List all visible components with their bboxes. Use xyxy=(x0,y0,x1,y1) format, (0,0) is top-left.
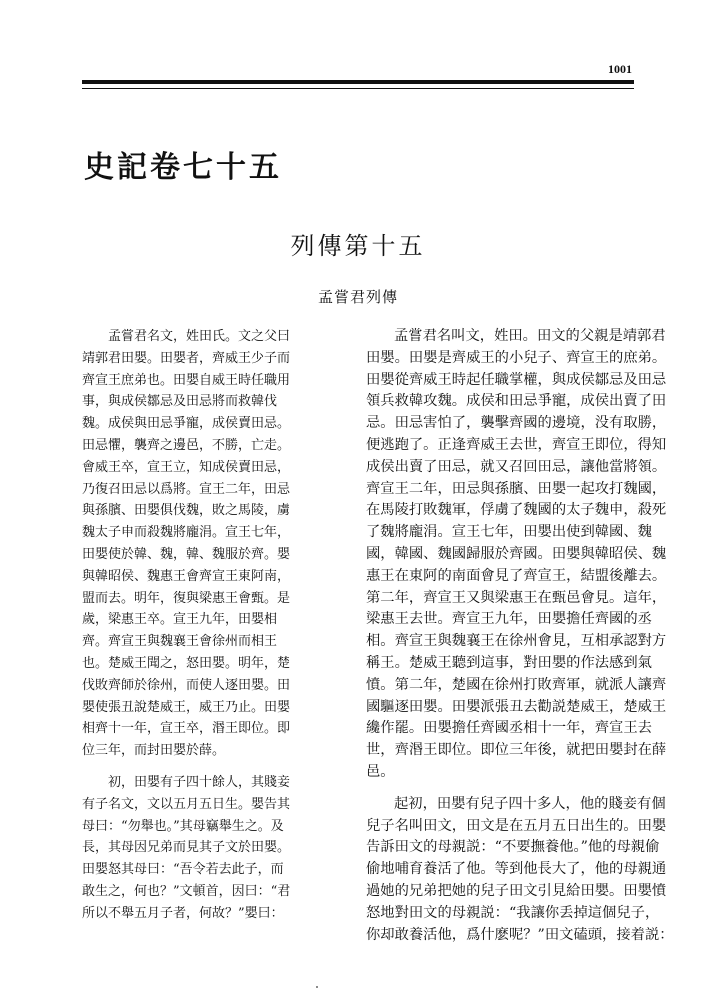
page-number: 1001 xyxy=(608,62,632,76)
classical-text-line: 靖郭君田嬰。田嬰者，齊威王少子而 xyxy=(82,350,291,366)
modern-translation-line: 田嬰從齊威王時起任職掌權，與成侯鄒忌及田忌 xyxy=(366,371,667,388)
modern-translation-paragraph xyxy=(366,794,674,947)
modern-translation-line: 偷地哺育養活了他。等到他長大了，他的母親通 xyxy=(366,861,667,878)
classical-text-column xyxy=(82,326,314,935)
modern-translation-line: 孟嘗君名叫文，姓田。田文的父親是靖郭君 xyxy=(394,328,666,344)
classical-text-line: 魏太子申而殺魏將龐涓。宣王七年， xyxy=(82,525,291,541)
volume-title: 史記卷七十五 xyxy=(84,150,282,185)
classical-text-line: 所以不舉五月子者，何故？”嬰曰： xyxy=(82,905,284,921)
modern-translation-line: 告訴田文的母親説：“不要撫養他。”他的母親偷 xyxy=(366,839,660,856)
modern-translation-line: 纔作罷。田嬰擔任齊國丞相十一年，齊宣王去 xyxy=(366,720,652,737)
header-rule-thin xyxy=(82,88,634,89)
classical-text-line: 有子名文，文以五月五日生。嬰告其 xyxy=(82,796,291,812)
classical-text-line: 田嬰怒其母曰：“吾令若去此子，而 xyxy=(82,862,284,878)
modern-translation-paragraph xyxy=(366,326,667,784)
chapter-title: 列傳第十五 xyxy=(290,232,426,260)
classical-text-line: 與韓昭侯、魏惠王會齊宣王東阿南， xyxy=(82,568,291,584)
modern-translation-line: 起初，田嬰有兒子四十多人，他的賤妾有個 xyxy=(394,795,666,812)
classical-text-line: 歲，梁惠王卒。宣王九年，田嬰相 xyxy=(82,612,278,628)
classical-text-line: 盟而去。明年，復與梁惠王會甄。是 xyxy=(82,590,291,606)
classical-text-paragraph xyxy=(82,772,314,925)
modern-translation-line: 齊宣王二年，田忌與孫臏、田嬰一起攻打魏國， xyxy=(366,480,667,497)
modern-translation-line: 惠王在東阿的南面會見了齊宣王，結盟後離去。 xyxy=(366,567,667,584)
classical-text-line: 也。楚威王聞之，怒田嬰。明年，楚 xyxy=(82,655,291,671)
classical-text-line: 母曰：“勿舉也。”其母竊舉生之。及 xyxy=(82,818,284,834)
classical-text-line: 孟嘗君名文，姓田氏。文之父曰 xyxy=(108,329,291,344)
modern-translation-line: 梁惠王去世。齊宣王九年，田嬰擔任齊國的丞 xyxy=(366,611,652,628)
modern-translation-line: 憤。第二年，楚國在徐州打敗齊軍，就派人讓齊 xyxy=(366,676,667,693)
modern-translation-line: 田嬰。田嬰是齊威王的小兒子、齊宣王的庶弟。 xyxy=(366,349,667,366)
classical-text-line: 相齊十一年，宣王卒，湣王即位。即 xyxy=(82,721,291,737)
modern-translation-line: 怒地對田文的母親説：“我讓你丢掉這個兒子， xyxy=(366,904,660,921)
modern-translation-line: 在馬陵打敗魏軍，俘虜了魏國的太子魏申，殺死 xyxy=(366,502,667,519)
classical-text-line: 事，與成侯鄒忌及田忌將而救韓伐 xyxy=(82,394,278,410)
classical-text-line: 會威王卒，宣王立，知成侯賣田忌， xyxy=(82,459,291,475)
modern-translation-line: 國，韓國、魏國歸服於齊國。田嬰與韓昭侯、魏 xyxy=(366,545,667,562)
modern-translation-line: 便逃跑了。正逢齊威王去世，齊宣王即位，得知 xyxy=(366,436,667,453)
modern-translation-line: 你却敢養活他，爲什麽呢？”田文磕頭，接着説： xyxy=(366,926,674,943)
classical-text-line: 齊宣王庶弟也。田嬰自威王時任職用 xyxy=(82,372,291,388)
classical-text-paragraph xyxy=(82,326,314,762)
modern-translation-line: 忌。田忌害怕了，襲擊齊國的邊境，没有取勝， xyxy=(366,415,667,432)
chapter-subtitle: 孟嘗君列傳 xyxy=(317,288,398,306)
classical-text-line: 嬰使張丑說楚威王，威王乃止。田嬰 xyxy=(82,699,291,715)
classical-text-line: 田嬰使於韓、魏，韓、魏服於齊。嬰 xyxy=(82,546,291,562)
modern-translation-line: 過她的兄弟把她的兒子田文引見給田嬰。田嬰憤 xyxy=(366,882,667,899)
classical-text-line: 初，田嬰有子四十餘人，其賤妾 xyxy=(108,774,291,790)
classical-text-line: 田忌懼，襲齊之邊邑，不勝，亡走。 xyxy=(82,437,291,453)
classical-text-line: 齊。齊宣王與魏襄王會徐州而相王 xyxy=(82,634,278,650)
footer-dot xyxy=(316,986,318,988)
modern-translation-line: 世，齊湣王即位。即位三年後，就把田嬰封在薛 xyxy=(366,742,667,759)
modern-translation-line: 兒子名叫田文，田文是在五月五日出生的。田嬰 xyxy=(366,817,667,834)
modern-translation-line: 成侯出賣了田忌，就又召回田忌，讓他當將領。 xyxy=(366,458,667,475)
classical-text-line: 與孫臏、田嬰俱伐魏，敗之馬陵，虜 xyxy=(82,503,291,519)
classical-text-line: 敢生之，何也？”文頓首，因曰：“君 xyxy=(82,883,291,899)
classical-text-line: 魏。成侯與田忌爭寵，成侯賣田忌。 xyxy=(82,416,291,432)
modern-translation-line: 第二年，齊宣王又與梁惠王在甄邑會見。這年， xyxy=(366,589,667,606)
classical-text-line: 位三年，而封田嬰於薛。 xyxy=(82,743,226,759)
modern-translation-line: 邑。 xyxy=(366,763,395,780)
header-rule-thick xyxy=(82,80,634,84)
modern-translation-line: 領兵救韓攻魏。成侯和田忌爭寵，成侯出賣了田 xyxy=(366,393,667,410)
modern-translation-column xyxy=(366,326,674,956)
classical-text-line: 伐敗齊師於徐州，而使人逐田嬰。田 xyxy=(82,677,291,693)
modern-translation-line: 相。齊宣王與魏襄王在徐州會見，互相承認對方 xyxy=(366,633,667,650)
classical-text-line: 乃復召田忌以爲將。宣王二年，田忌 xyxy=(82,481,291,497)
classical-text-line: 長，其母因兄弟而見其子文於田嬰。 xyxy=(82,840,291,856)
modern-translation-line: 國驅逐田嬰。田嬰派張丑去勸説楚威王，楚威王 xyxy=(366,698,667,715)
modern-translation-line: 了魏將龐涓。宣王七年，田嬰出使到韓國、魏 xyxy=(366,524,652,541)
modern-translation-line: 稱王。楚威王聽到這事，對田嬰的作法感到氣 xyxy=(366,654,652,671)
